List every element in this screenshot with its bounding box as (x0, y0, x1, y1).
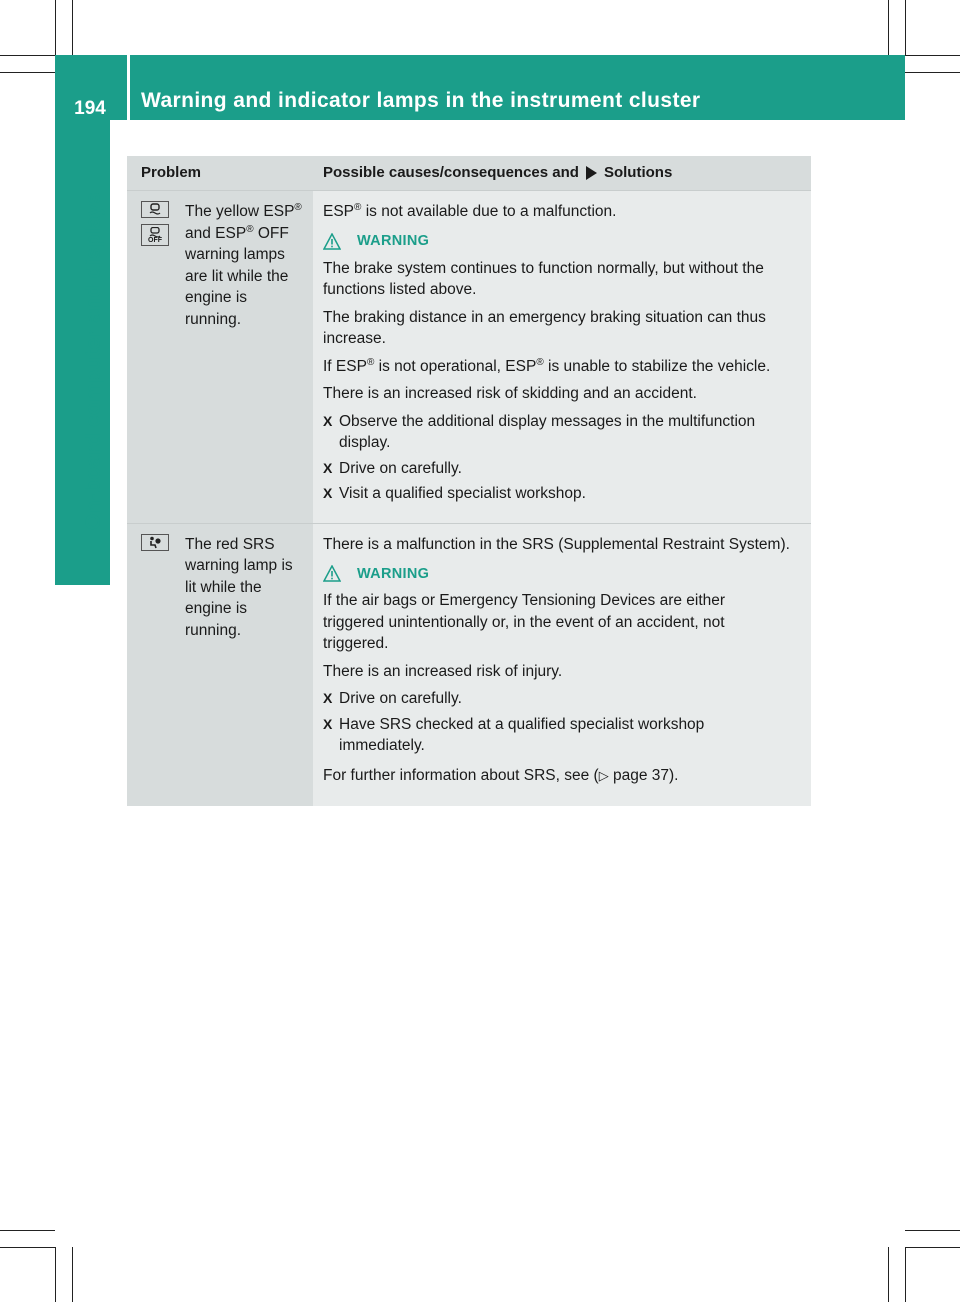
crop-mark (72, 1247, 73, 1302)
header-solutions-prefix: Possible causes/consequences and (323, 164, 579, 181)
action-text: Drive on carefully. (339, 459, 462, 477)
esp-paragraph (323, 356, 803, 378)
action-arrow-icon: X (323, 485, 333, 501)
warning-paragraph: There is an increased risk of injury. (323, 662, 563, 680)
problem-line: are lit while the (185, 267, 289, 285)
action-item (323, 411, 803, 454)
header-solutions (313, 156, 811, 190)
page-title: Warning and indicator lamps in the instrument cluster (141, 89, 701, 112)
header-solutions-suffix: Solutions (603, 164, 673, 181)
action-arrow-icon: X (323, 412, 333, 429)
further-info (323, 765, 803, 787)
warning-label: WARNING (357, 565, 430, 582)
crop-mark (0, 72, 55, 73)
crop-mark (905, 0, 906, 55)
crop-mark (905, 55, 960, 56)
crop-mark (905, 72, 960, 73)
problem-line: engine is (185, 289, 248, 306)
crop-mark (905, 1247, 960, 1248)
table-row (127, 523, 811, 807)
risk-paragraph: There is an increased risk of skidding and an accident. (323, 385, 697, 402)
intro-text (323, 201, 803, 223)
crop-mark (55, 0, 56, 55)
registered-mark: ® (294, 201, 302, 213)
action-item (323, 714, 803, 757)
warning-triangle-icon (323, 233, 341, 250)
action-arrow-icon: X (323, 459, 333, 476)
esp-line-b: is not operational, ESP (374, 357, 537, 375)
page-ref-link[interactable]: page 37). (608, 766, 679, 784)
problem-line: The yellow ESP (185, 203, 295, 220)
table-row (127, 190, 811, 523)
esp-off-icon (141, 224, 169, 246)
problem-text: The red SRS warning lamp is lit while the engine is running. (185, 535, 293, 639)
problem-line: OFF (257, 224, 289, 242)
esp-line-c: is unable to stabilize the vehicle. (543, 357, 771, 375)
warning-triangle-icon (323, 565, 341, 582)
warning-heading (323, 565, 803, 582)
action-text: Observe the additional display messages in the multifunction display. (339, 412, 756, 451)
header-divider (127, 55, 130, 120)
esp-line-a: If ESP (323, 357, 367, 375)
action-item (323, 483, 803, 505)
action-text: Visit a qualified specialist workshop. (339, 485, 586, 502)
action-text: Have SRS checked at a qualified specialist workshop immediately. (339, 715, 705, 754)
esp-icon (141, 201, 169, 218)
problem-cell (127, 524, 313, 807)
problem-cell (127, 191, 313, 523)
action-item (323, 458, 803, 480)
intro-b: is not available due to a malfunction. (361, 203, 617, 220)
action-text: Drive on carefully. (339, 690, 462, 707)
page-number: 194 (74, 98, 106, 119)
esp-off-text: OFF (148, 236, 162, 244)
crop-mark (888, 0, 889, 55)
warning-heading (323, 233, 803, 250)
crop-mark (905, 1247, 906, 1302)
intro-text: There is a malfunction in the SRS (Supplemental Restraint System). (323, 535, 790, 553)
solution-cell (313, 191, 811, 523)
header-problem: Problem (141, 164, 202, 181)
action-arrow-icon: X (323, 715, 333, 732)
problem-line: running. (185, 310, 242, 328)
warning-paragraph: The brake system continues to function normally, but without the functions listed above. (323, 259, 764, 298)
warning-paragraph: The braking distance in an emergency braking situation can thus increase. (323, 308, 766, 347)
crop-mark (0, 1247, 55, 1248)
crop-mark (0, 55, 55, 56)
registered-mark: ® (366, 356, 375, 368)
crop-mark (55, 1247, 56, 1302)
problem-line: warning lamps (185, 246, 285, 263)
crop-mark (905, 1230, 960, 1231)
problem-line: and ESP (185, 224, 247, 242)
further-prefix: For further information about SRS, see ( (323, 766, 599, 784)
srs-airbag-icon (141, 534, 169, 551)
intro-a: ESP (323, 203, 355, 220)
crop-mark (72, 0, 73, 55)
action-arrow-icon (586, 166, 597, 180)
action-item (323, 688, 803, 710)
registered-mark: ® (354, 201, 362, 213)
warning-paragraph: If the air bags or Emergency Tensioning Devices are either triggered unintentionally or, in the event of an accident, not triggered. (323, 592, 726, 652)
side-tab-label: On-board computer and displays (82, 191, 105, 530)
crop-mark (888, 1247, 889, 1302)
action-arrow-icon: X (323, 690, 333, 706)
warning-label: WARNING (357, 233, 430, 249)
solution-cell (313, 524, 811, 807)
problem-text (185, 201, 302, 523)
registered-mark: ® (246, 223, 254, 235)
page-ref-icon: ▷ (598, 767, 609, 783)
lamps-table (127, 156, 811, 806)
crop-mark (0, 1230, 55, 1231)
table-header (127, 156, 811, 190)
page-header (55, 55, 905, 120)
registered-mark: ® (536, 356, 544, 368)
